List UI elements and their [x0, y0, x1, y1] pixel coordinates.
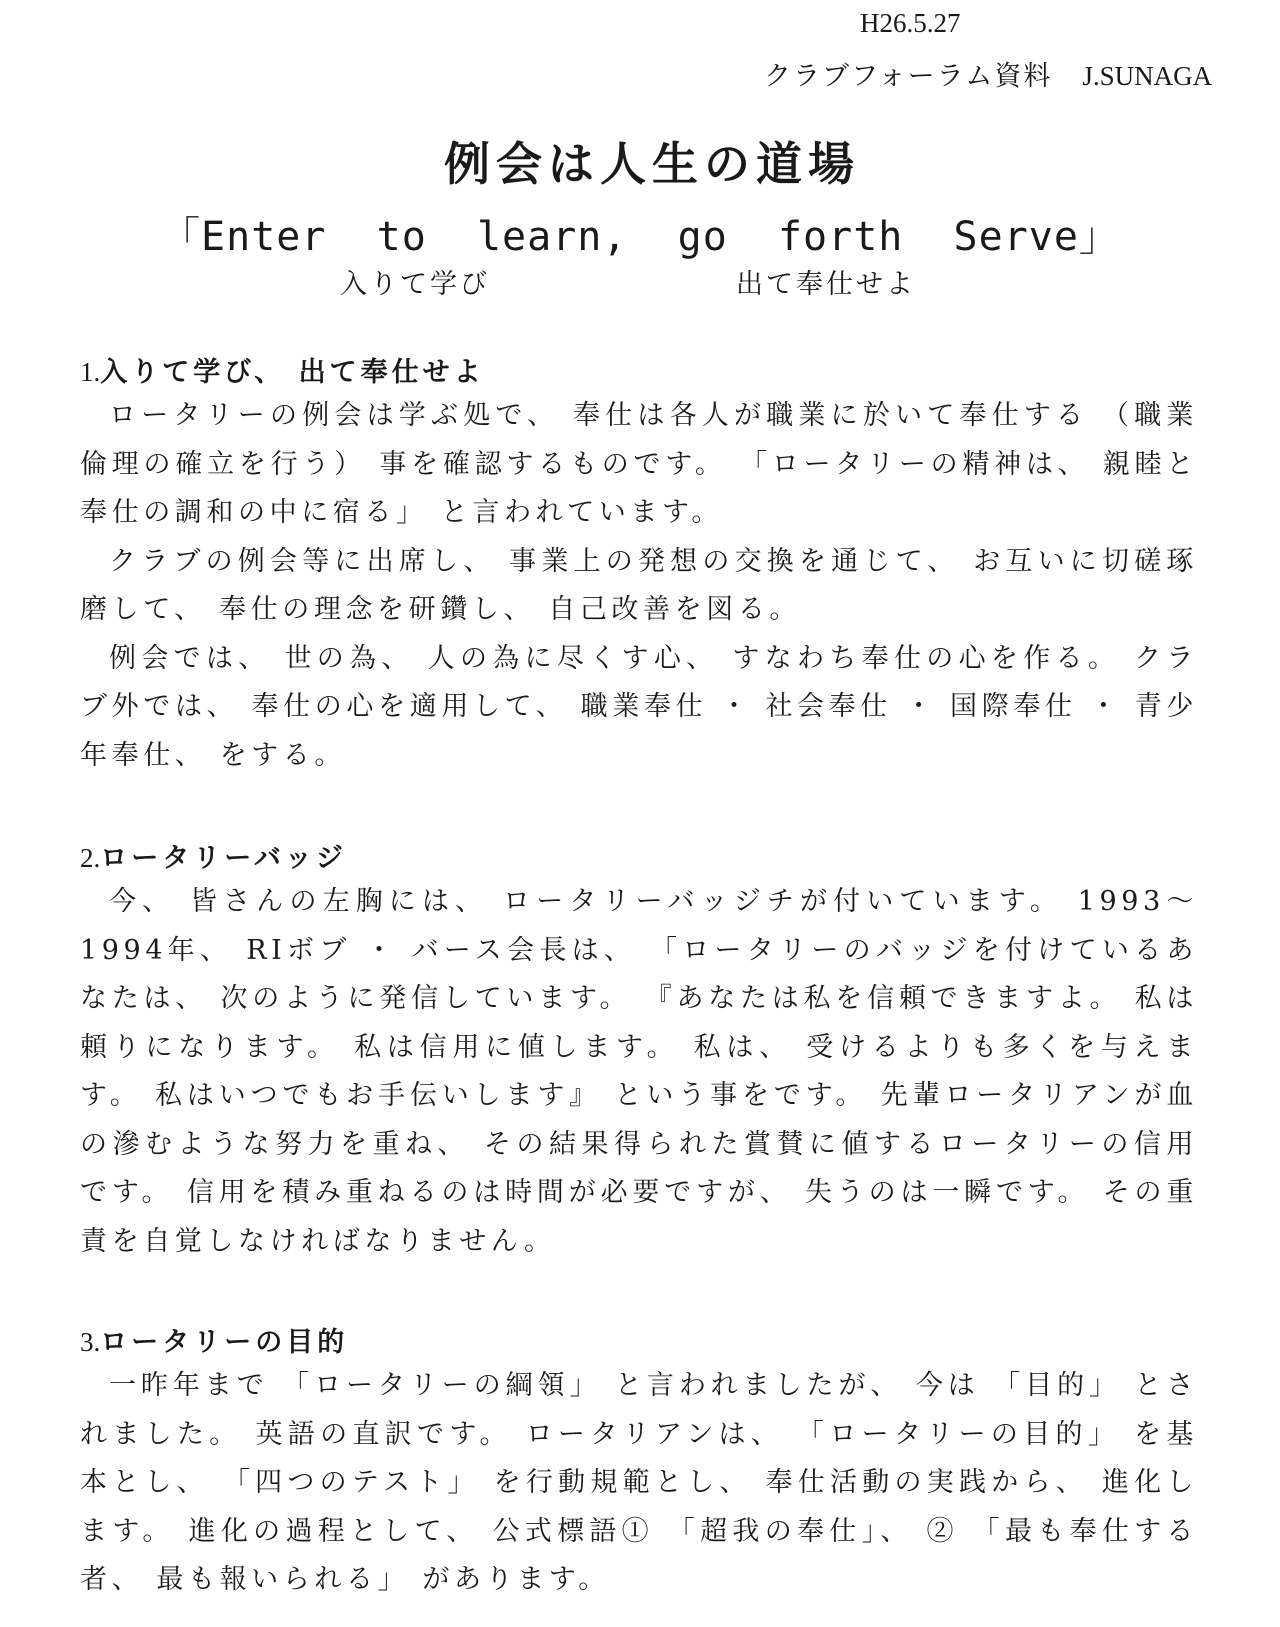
section-1 [80, 352, 1198, 780]
section-2 [80, 838, 1198, 1266]
motto-japanese-serve: 出て奉仕せよ [736, 269, 916, 300]
section-heading-text: ロータリーの目的 [100, 1327, 349, 1358]
source-label: クラブフォーラム資料 [764, 61, 1053, 92]
section-number: 3. [80, 1327, 101, 1357]
section-number: 2. [80, 843, 101, 873]
section-3 [80, 1322, 1198, 1605]
section-heading [80, 838, 1198, 878]
motto-english: 「Enter to learn, go forth Serve」 [160, 214, 1120, 260]
section-paragraph: 例会では、 世の為、 人の為に尽くす心、 すなわち奉仕の心を作る。 クラブ外では、 奉仕の心を適用して、 職業奉仕 ・ 社会奉仕 ・ 国際奉仕 ・ 青少年奉仕、 をする。 [80, 642, 1198, 771]
section-heading [80, 352, 1198, 392]
document-date: H26.5.27 [860, 8, 961, 38]
section-paragraph: 一昨年まで 「ロータリーの綱領」 と言われましたが、 今は 「目的」 とされました。 英語の直訳です。 ロータリアンは、 「ロータリーの目的」 を基本とし、 「四つのテスト」 を行動規範とし、 奉仕活動の実践から、 進化します。 進化の過程として、 公式標語① 「超我の奉仕」、 ② 「最も奉仕する者、 最も報いられる」 があります。 [80, 1370, 1198, 1595]
section-paragraph: クラブの例会等に出席し、 事業上の発想の交換を通じて、 お互いに切磋琢磨して、 奉仕の理念を研鑽し、 自己改善を図る。 [80, 545, 1198, 625]
document-title: 例会は人生の道場 [444, 137, 860, 191]
author-name: J.SUNAGA [1082, 61, 1213, 91]
section-paragraph: ロータリーの例会は学ぶ処で、 奉仕は各人が職業に於いて奉仕する （職業倫理の確立を行う） 事を確認するものです。 「ロータリーの精神は、 親睦と奉仕の調和の中に宿る」 と言われています。 [80, 400, 1198, 528]
section-paragraph: 今、 皆さんの左胸には、 ロータリーバッジチが付いています。 1993～1994年、 RIボブ ・ バース会長は、 「ロータリーのバッジを付けているあなたは、 次のように発信しています。 『あなたは私を信頼できますよ。 私は頼りになります。 私は信用に値します。 私は、 受けるよりも多くを与えます。 私はいつでもお手伝いします』 という事をです。 先輩ロータリアンが血の滲むような努力を重ね、 その結果得られた賞賛に値するロータリーの信用です。 信用を積み重ねるのは時間が必要ですが、 失うのは一瞬です。 その重責を自覚しなければなりません。 [80, 886, 1198, 1257]
document-source [764, 54, 1244, 93]
section-heading-text: 入りて学び、 出て奉仕せよ [100, 357, 485, 388]
section-heading-text: ロータリーバッジ [100, 843, 347, 874]
section-heading [80, 1322, 1198, 1362]
section-number: 1. [80, 357, 101, 387]
motto-japanese-enter: 入りて学び [340, 269, 490, 300]
